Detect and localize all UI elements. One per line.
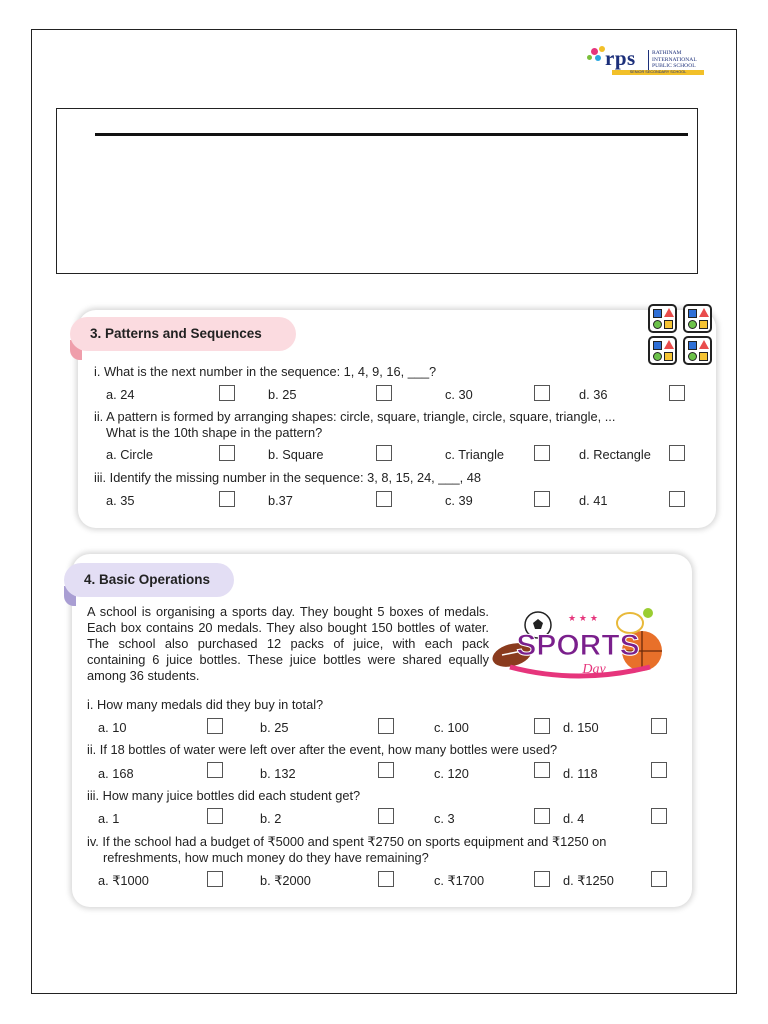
s4-q2-option-c: c. 120 — [434, 766, 469, 781]
s4-q3-checkbox-a[interactable] — [207, 808, 223, 824]
s4-q4-option-c: c. ₹1700 — [434, 873, 485, 888]
s3-q3-option-a: a. 35 — [106, 493, 135, 508]
section4-problem-text: A school is organising a sports day. They bought 5 boxes of medals. Each box contains 20 medals. They also bought 150 bottles of water. The school also purchased 12 packs of juice, with each pack containing 6 juice bottles. These juice bottles were shared equally among 36 students. — [87, 604, 489, 683]
s3-q1-option-b: b. 25 — [268, 387, 297, 402]
s4-q1-option-c: c. 100 — [434, 720, 469, 735]
s4-q4-checkbox-a[interactable] — [207, 871, 223, 887]
s3-q2-checkbox-c[interactable] — [534, 445, 550, 461]
s3-q1-checkbox-d[interactable] — [669, 385, 685, 401]
s3-q2-option-b: b. Square — [268, 447, 324, 462]
section4-title: 4. Basic Operations — [64, 563, 234, 597]
s3-q2-option-d: d. Rectangle — [579, 447, 651, 462]
section3-title: 3. Patterns and Sequences — [70, 317, 296, 351]
s4-q1-checkbox-c[interactable] — [534, 718, 550, 734]
s3-question-1: i. What is the next number in the sequence: 1, 4, 9, 16, ___? — [94, 364, 437, 379]
s4-q1-checkbox-d[interactable] — [651, 718, 667, 734]
s4-q4-option-d: d. ₹1250 — [563, 873, 614, 888]
s3-q3-checkbox-b[interactable] — [376, 491, 392, 507]
s4-question-4-line1: iv. If the school had a budget of ₹5000 and spent ₹2750 on sports equipment and ₹1250 on — [87, 834, 607, 849]
s4-q2-checkbox-a[interactable] — [207, 762, 223, 778]
s4-q4-checkbox-c[interactable] — [534, 871, 550, 887]
s4-q3-option-b: b. 2 — [260, 811, 282, 826]
s4-q2-checkbox-d[interactable] — [651, 762, 667, 778]
s4-q1-option-b: b. 25 — [260, 720, 289, 735]
s4-question-4-line2: refreshments, how much money do they have remaining? — [103, 850, 429, 865]
s3-q2-option-a: a. Circle — [106, 447, 153, 462]
s4-question-1: i. How many medals did they buy in total? — [87, 697, 324, 712]
s3-question-2-line1: ii. A pattern is formed by arranging shapes: circle, square, triangle, circle, square, triangle, ... — [94, 409, 616, 424]
s4-q1-checkbox-b[interactable] — [378, 718, 394, 734]
s4-q4-option-a: a. ₹1000 — [98, 873, 149, 888]
logo-band: SENIOR SECONDARY SCHOOL — [612, 70, 704, 75]
s4-q2-option-d: d. 118 — [563, 766, 598, 781]
s4-q3-option-a: a. 1 — [98, 811, 120, 826]
s4-q3-option-d: d. 4 — [563, 811, 585, 826]
sports-day-title: SPORTS — [516, 629, 640, 662]
s4-q2-checkbox-c[interactable] — [534, 762, 550, 778]
s3-q3-checkbox-d[interactable] — [669, 491, 685, 507]
s3-question-2-line2: What is the 10th shape in the pattern? — [106, 425, 323, 440]
s3-q1-checkbox-c[interactable] — [534, 385, 550, 401]
s4-q1-checkbox-a[interactable] — [207, 718, 223, 734]
s3-q1-option-d: d. 36 — [579, 387, 608, 402]
s4-question-3: iii. How many juice bottles did each student get? — [87, 788, 361, 803]
s3-q3-option-c: c. 39 — [445, 493, 473, 508]
logo-mark: rps — [605, 46, 636, 70]
s4-question-2: ii. If 18 bottles of water were left over after the event, how many bottles were used? — [87, 742, 558, 757]
s3-question-3: iii. Identify the missing number in the sequence: 3, 8, 15, 24, ___, 48 — [94, 470, 481, 485]
s4-q3-checkbox-c[interactable] — [534, 808, 550, 824]
s3-q3-option-d: d. 41 — [579, 493, 608, 508]
s3-q1-checkbox-b[interactable] — [376, 385, 392, 401]
s4-q3-option-c: c. 3 — [434, 811, 455, 826]
s3-q3-option-b: b.37 — [268, 493, 293, 508]
s3-q2-checkbox-b[interactable] — [376, 445, 392, 461]
s4-q4-checkbox-d[interactable] — [651, 871, 667, 887]
s3-q2-checkbox-a[interactable] — [219, 445, 235, 461]
s3-q2-checkbox-d[interactable] — [669, 445, 685, 461]
sports-day-illustration — [490, 605, 665, 685]
s3-q1-option-a: a. 24 — [106, 387, 135, 402]
s4-q2-option-b: b. 132 — [260, 766, 296, 781]
s4-q4-checkbox-b[interactable] — [378, 871, 394, 887]
s3-q1-checkbox-a[interactable] — [219, 385, 235, 401]
s4-q1-option-d: d. 150 — [563, 720, 599, 735]
svg-text:★ ★ ★: ★ ★ ★ — [568, 614, 598, 624]
logo-name: RATHINAM INTERNATIONAL PUBLIC SCHOOL — [652, 50, 697, 70]
s4-q3-checkbox-b[interactable] — [378, 808, 394, 824]
s3-q3-checkbox-c[interactable] — [534, 491, 550, 507]
s3-q1-option-c: c. 30 — [445, 387, 473, 402]
sports-day-subtitle: Day — [582, 662, 606, 677]
s3-q3-checkbox-a[interactable] — [219, 491, 235, 507]
s4-q2-checkbox-b[interactable] — [378, 762, 394, 778]
s4-q2-option-a: a. 168 — [98, 766, 134, 781]
s4-q1-option-a: a. 10 — [98, 720, 127, 735]
s3-q2-option-c: c. Triangle — [445, 447, 505, 462]
s4-q4-option-b: b. ₹2000 — [260, 873, 311, 888]
school-logo — [585, 44, 725, 80]
header-rule — [95, 133, 688, 136]
s4-q3-checkbox-d[interactable] — [651, 808, 667, 824]
